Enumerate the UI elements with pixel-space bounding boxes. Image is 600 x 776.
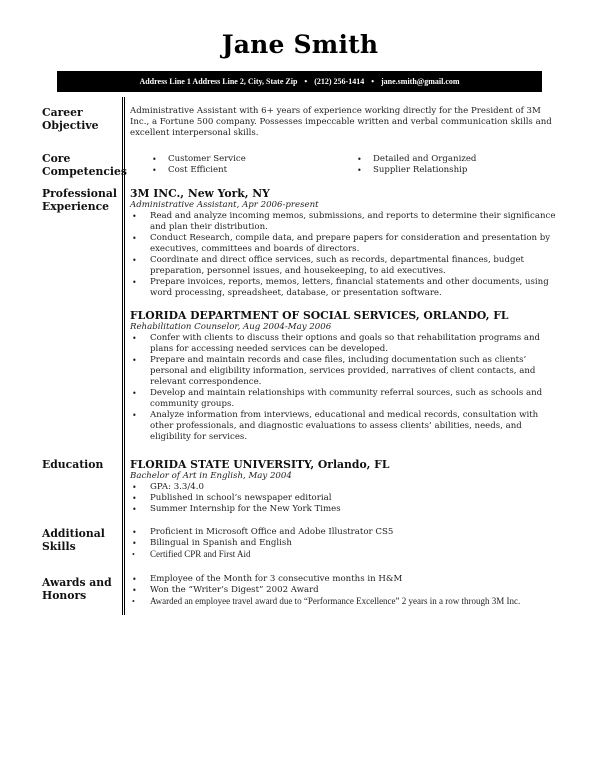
list-item: • Prepare invoices, reports, memos, letters, financial statements and other documents, using word processing, spreadsheet, database, or presentation software. <box>130 277 560 299</box>
label-line: Honors <box>42 589 87 602</box>
list-item: • Proficient in Microsoft Office and Adobe Illustrator CS5 <box>130 527 560 538</box>
label-line: Competencies <box>42 165 127 178</box>
address: Address Line 1 Address Line 2, City, State Zip <box>139 77 298 86</box>
contact-bar <box>57 71 542 92</box>
section-label <box>42 152 127 178</box>
list-item: • Analyze information from interviews, educational and medical records, consultation with other professionals, and diagnostic evaluations to assess clients’ abilities, needs, and eligibility for services. <box>130 410 560 443</box>
employer: 3M INC., New York, NY <box>130 187 270 200</box>
label-line: Experience <box>42 200 110 213</box>
section-content <box>130 187 560 443</box>
list-item: • Summer Internship for the New York Times <box>130 504 560 515</box>
candidate-name: Jane Smith <box>221 30 379 59</box>
section-label <box>42 527 120 553</box>
employer: FLORIDA DEPARTMENT OF SOCIAL SERVICES, ORLANDO, FL <box>130 309 509 322</box>
label-line: Skills <box>42 540 76 553</box>
email[interactable]: jane.smith@gmail.com <box>381 77 460 86</box>
list-item: • Coordinate and direct office services, such as records, departmental finances, budget preparation, personnel issues, and housekeeping, to aid executives. <box>130 255 560 277</box>
list-item: • Won the “Writer’s Digest” 2002 Award <box>130 585 570 596</box>
school: FLORIDA STATE UNIVERSITY, Orlando, FL <box>130 458 390 471</box>
objective-text: Administrative Assistant with 6+ years of experience working directly for the President of 3M Inc., a Fortune 500 company. Possesses impeccable written and verbal communication skills and excellent interpersonal skills. <box>130 106 552 138</box>
phone: (212) 256-1414 <box>314 77 365 86</box>
list-item: • Develop and maintain relationships with community referral sources, such as schools and community groups. <box>130 388 560 410</box>
separator-dot-icon: • <box>304 77 308 86</box>
list-item: • Published in school’s newspaper editorial <box>130 493 560 504</box>
section-label <box>42 187 120 213</box>
list-item: • Customer Service <box>150 154 355 165</box>
label-line: Core <box>42 152 71 165</box>
section-content <box>130 527 560 560</box>
job-entry <box>130 187 560 299</box>
section-label <box>42 106 120 132</box>
list-item: • Confer with clients to discuss their options and goals so that rehabilitation programs and plans for accessing needed services can be developed. <box>130 333 560 355</box>
list-item: • Prepare and maintain records and case files, including documentation such as clients’ personal and eligibility information, services provided, narratives of client contacts, and relevant correspondence. <box>130 355 560 388</box>
list-item: • GPA: 3.3/4.0 <box>130 482 560 493</box>
list-item: • Supplier Relationship <box>355 165 560 176</box>
label-line: Career <box>42 106 83 119</box>
section-content <box>130 574 570 607</box>
list-item: • Bilingual in Spanish and English <box>130 538 560 549</box>
list-item: • Cost Efficient <box>150 165 355 176</box>
label-line: Awards and <box>42 576 112 589</box>
job-role: Administrative Assistant, Apr 2006-present <box>130 200 319 210</box>
competencies-column-1 <box>130 154 355 176</box>
degree: Bachelor of Art in English, May 2004 <box>130 471 292 481</box>
section-content <box>130 458 560 515</box>
section-label <box>42 576 120 602</box>
job-entry <box>130 309 560 443</box>
section-content <box>130 106 560 139</box>
job-role: Rehabilitation Counselor, Aug 2004-May 2006 <box>130 322 332 332</box>
list-item: • Certified CPR and First Aid <box>130 549 560 560</box>
section-label: Education <box>42 458 104 471</box>
list-item: • Employee of the Month for 3 consecutive months in H&M <box>130 574 570 585</box>
list-item: • Detailed and Organized <box>355 154 560 165</box>
label-line: Additional <box>42 527 105 540</box>
list-item: • Awarded an employee travel award due to “Performance Excellence” 2 years in a row through 3M Inc. <box>130 596 570 607</box>
separator-dot-icon: • <box>371 77 375 86</box>
label-line: Objective <box>42 119 99 132</box>
list-item: • Read and analyze incoming memos, submissions, and reports to determine their significance and plan their distribution. <box>130 211 560 233</box>
competencies-grid <box>130 154 560 176</box>
label-line: Professional <box>42 187 117 200</box>
list-item: • Conduct Research, compile data, and prepare papers for consideration and presentation by executives, committees and boards of directors. <box>130 233 560 255</box>
competencies-column-2 <box>355 154 560 176</box>
